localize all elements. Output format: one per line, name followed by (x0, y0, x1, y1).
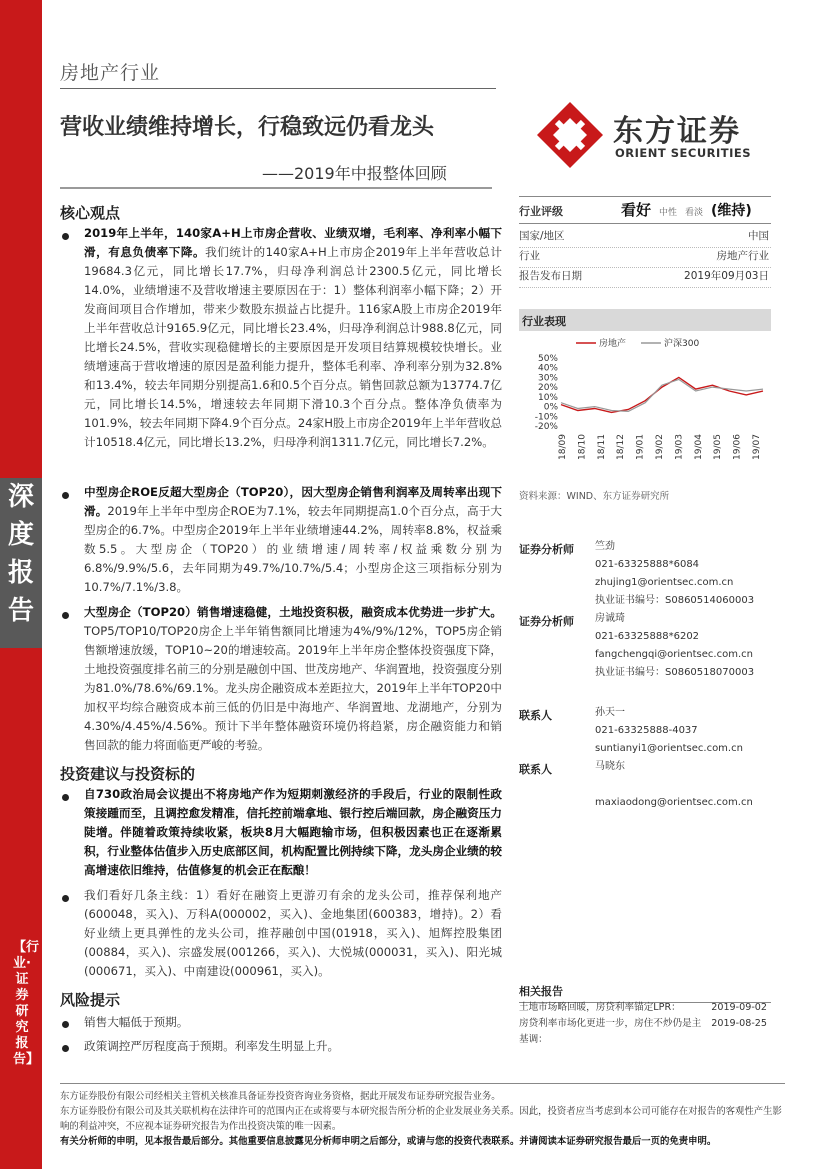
y-tick-label: 40% (537, 363, 558, 374)
core-paragraph-2: 中型房企ROE反超大型房企（TOP20），因大型房企销售利润率及周转率出现下滑。2019年上半年中型房企ROE为7.1%，较去年同期提高1.0个百分点，高于大型房企的6.7%。中型房企2019年上半年业绩增速44.2%，周转率8.8%，权益乘数5.5。大型房企（TOP20）的业绩增速/周转率/权益乘数分别为6.8%/9.9%/5.6，去年同期为49.7%/10.7%/5.4；小型房企这三项指标分别为10.7%/7.1%/3.8。 (84, 485, 502, 594)
page-title: 营收业绩维持增长，行稳致远仍看龙头 (60, 115, 435, 140)
x-tick-label: 18/12 (616, 434, 627, 460)
related-item[interactable]: 土地市场略回暖，房贷利率锚定LPR： 2019-09-02 (519, 1002, 767, 1013)
y-tick-label: 10% (537, 392, 558, 403)
industry-name: 房地产行业 (60, 62, 161, 84)
bullet-icon (62, 492, 69, 499)
divider (60, 88, 496, 89)
analyst-cert: 执业证书编号：S0860514060003 (595, 595, 755, 606)
section-heading: 风险提示 (60, 991, 121, 1009)
legend-label-1: 房地产 (599, 339, 627, 349)
disclaimer: 东方证券股份有限公司经相关主管机关核准具备证券投资咨询业务资格，据此开展发布证券研究报告业务。 东方证券股份有限公司及其关联机构在法律许可的范围内正在或将要与本研究报告所分析的企业发展业务关系。因此，投资者应当考虑到本公司可能存在对报告的客观性产生影响的利益冲突，不应视本证券研究报告为作出投资决策的唯一因素。 有关分析师的申明，见本报告最后部分。其他重要信息披露见分析师申明之后部分，或请与您的投资代表联系。并请阅读本证券研究报告最后一页的免责申明。 (60, 1091, 782, 1147)
bullet-icon (62, 612, 69, 619)
rating-neutral: 中性 (659, 208, 678, 218)
performance-chart (519, 334, 771, 474)
analyst-cert: 执业证书编号：S0860518070003 (595, 667, 755, 678)
analyst-email[interactable]: zhujing1@orientsec.com.cn (595, 577, 734, 588)
logo-cn: 东方证券 (613, 114, 741, 149)
related-list (519, 1000, 771, 1048)
x-tick-label: 18/10 (577, 434, 588, 460)
series-line-2 (561, 379, 763, 411)
risk-item: 销售大幅低于预期。 (84, 1015, 189, 1029)
x-tick-label: 19/06 (732, 434, 743, 460)
core-paragraph-1: 2019年上半年，140家A+H上市房企营收、业绩双增，毛利率、净利率小幅下滑，有息负债率下降。我们统计的140家A+H上市房企2019年上半年营收总计19684.3亿元，同比增长17.7%，归母净利润总计2300.5亿元，同比增长14.0%，业绩增速不及营收增速主要原因在于：1）整体利润率小幅下降；2）开发商间项目合作增加，带来少数股东损益占比提升。116家A股上市房企2019年上半年营收总计9165.9亿元，同比增长23.4%，归母净利润总计988.8亿元，同比增长24.5%，营收实现稳健增长的主要原因是开发项目结算规模较快增长。业绩增速高于营收增速的原因是盈利能力提升，整体毛利率、净利率分别为32.8%和13.4%，较去年同期分别提高1.6和0.5个百分点。销售回款总额为13774.7亿元，同比增长14.5%，增速较去年同期下滑10.3个百分点。整体净负债率为101.9%，较去年同期下降4.9个百分点。24家H股上市房企2019年上半年营收总计10518.4亿元，同比增长13.2%，归母净利润1311.7亿元，同比增长7.2%。 (84, 226, 502, 449)
x-tick-label: 18/09 (558, 434, 568, 460)
analyst-phone: 021-63325888*6084 (595, 559, 700, 570)
analyst-name: 房诚琦 (595, 613, 625, 624)
x-tick-label: 19/01 (635, 434, 646, 460)
y-tick-label: -20% (534, 422, 558, 432)
divider (60, 187, 492, 189)
bullet-icon (62, 1045, 69, 1052)
rating-status: (维持) (711, 203, 752, 219)
bullet-icon (62, 233, 69, 240)
risk-item: 政策调控严厉程度高于预期。利率发生明显上升。 (84, 1039, 340, 1053)
info-row: 行业 房地产行业 (519, 248, 771, 268)
report-type-label: 深 度 报 告 (0, 478, 42, 648)
legend-label-2: 沪深300 (664, 339, 700, 349)
logo-en: ORIENT SECURITIES (615, 146, 752, 160)
rating-box: 行业评级 看好 中性 看淡 (维持) (519, 196, 771, 224)
divider (60, 1083, 785, 1084)
contact-name: 马晓东 (595, 761, 625, 772)
x-tick-label: 19/02 (655, 434, 665, 460)
y-tick-label: 0% (543, 402, 558, 413)
y-tick-label: 20% (537, 383, 558, 394)
rating-main: 看好 (621, 201, 652, 219)
invest-paragraph-2: 我们看好几条主线：1）看好在融资上更游刃有余的龙头公司，推荐保利地产(600048，买入)、万科A(000002，买入)、金地集团(600383，增持)。2）看好业绩上更具弹性的龙头公司，推荐融创中国(01918，买入)、旭辉控股集团(00884，买入)、宗盛发展(001266，买入)、大悦城(000031，买入)、阳光城(000671，买入)、中南建设(000961，买入)。 (84, 888, 502, 978)
section-heading: 投资建议与投资标的 (60, 765, 196, 783)
contact-phone: 021-63325888-4037 (595, 725, 698, 736)
related-header: 相关报告 (519, 980, 771, 1003)
invest-paragraph-1: 自730政治局会议提出不将房地产作为短期刺激经济的手段后，行业的限制性政策接踵而至，且调控愈发精准，信托控前端拿地、银行控后端回款，房企融资压力陡增。伴随着政策持续收紧，板块8月大幅跑输市场，但积极因素也正在逐渐累积，行业整体估值步入历史底部区间，机构配置比例持续下降，龙头房企业绩的较高增速依旧维持，估值修复的机会正在酝酿！ (84, 787, 502, 877)
performance-header: 行业表现 (519, 309, 771, 331)
rating-bearish: 看淡 (685, 208, 704, 218)
analyst-email[interactable]: fangchengqi@orientsec.com.cn (595, 649, 753, 660)
x-tick-label: 19/03 (674, 434, 685, 460)
x-tick-label: 19/04 (693, 434, 704, 460)
logo-mark-icon (535, 100, 605, 170)
analyst-name: 竺劲 (595, 541, 615, 552)
contact-email[interactable]: suntianyi1@orientsec.com.cn (595, 743, 743, 754)
x-tick-label: 18/11 (596, 434, 607, 460)
x-tick-label: 19/05 (713, 434, 724, 460)
y-tick-label: 30% (537, 373, 558, 384)
section-heading: 核心观点 (60, 204, 121, 222)
series-label: 【行业·证券研究报告】 (13, 940, 40, 1067)
core-paragraph-3: 大型房企（TOP20）销售增速稳健，土地投资积极，融资成本优势进一步扩大。TOP5/TOP10/TOP20房企上半年销售额同比增速为4%/9%/12%，TOP5房企销售额增速放缓，TOP10~20的增速较高。2019年上半年房企整体投资强度下降，土地投资强度排名前三的分别是融创中国、世茂房地产、华润置地，投资强度分别为81.0%/78.6%/69.1%。龙头房企融资成本差距拉大，2019年上半年TOP20中加权平均综合融资成本前三低的仍旧是中海地产、华润置地、龙湖地产，分别为4.30%/4.45%/4.56%。预计下半年整体融资环境仍将趋紧，房企融资能力和销售回款的能力将面临更严峻的考验。 (84, 605, 502, 752)
contact-email[interactable]: maxiaodong@orientsec.com.cn (595, 797, 753, 808)
page-subtitle: ——2019年中报整体回顾 (262, 164, 447, 183)
info-table (519, 228, 771, 288)
company-logo (535, 100, 775, 170)
contact-name: 孙天一 (595, 707, 625, 718)
analyst-phone: 021-63325888*6202 (595, 631, 700, 642)
bullet-icon (62, 895, 69, 902)
y-tick-label: 50% (537, 354, 558, 364)
related-item[interactable]: 房贷利率市场化更进一步，房住不炒仍是主基调： 2019-08-25 (519, 1018, 767, 1045)
x-tick-label: 19/07 (752, 434, 762, 460)
info-row: 报告发布日期 2019年09月03日 (519, 268, 771, 288)
bullet-icon (62, 1021, 69, 1028)
bullet-icon (62, 794, 69, 801)
info-row: 国家/地区 中国 (519, 228, 771, 248)
chart-source: 资料来源：WIND、东方证券研究所 (519, 491, 670, 502)
y-tick-label: -10% (534, 412, 558, 423)
